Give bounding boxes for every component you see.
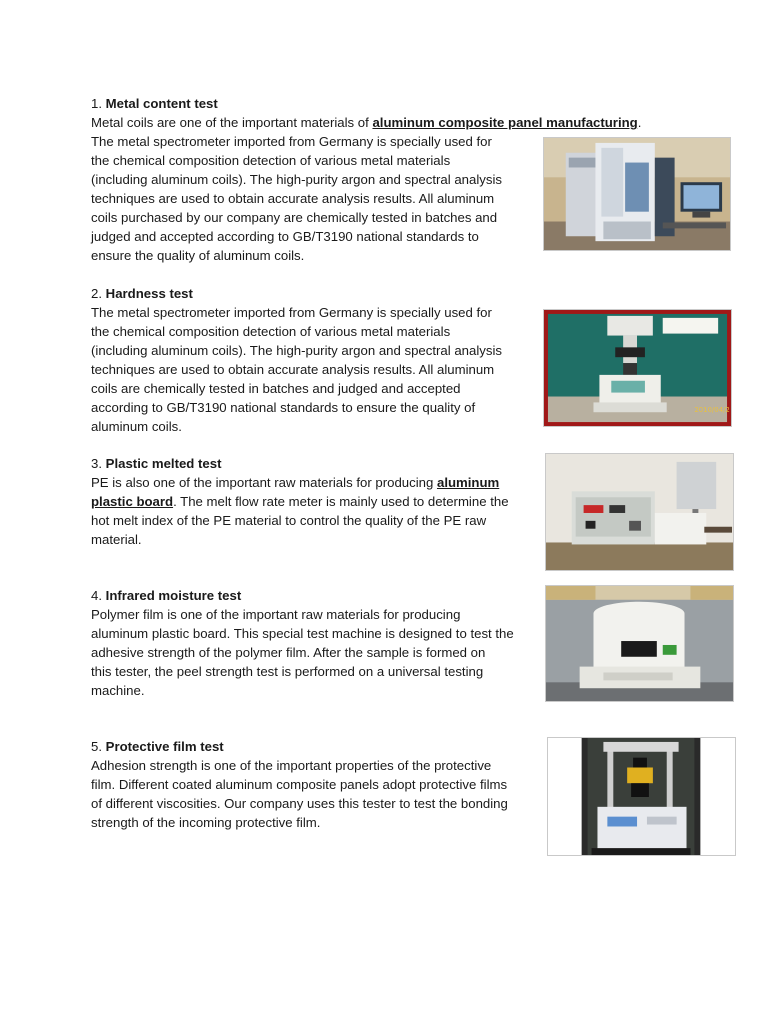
paragraph-line: adhesive strength of the polymer film. After the sample is formed on	[91, 645, 486, 660]
paragraph-line: film. Different coated aluminum composite panels adopt protective films	[91, 777, 508, 792]
paragraph-line: the chemical composition detection of various metal materials	[91, 153, 451, 168]
section-heading: 1. Metal content test	[91, 96, 218, 111]
paragraph-line: Adhesion strength is one of the important properties of the protective	[91, 758, 492, 773]
paragraph-line: material.	[91, 532, 142, 547]
aluminum-link[interactable]: aluminum	[436, 475, 500, 490]
paragraph-line: aluminum plastic board. This special test machine is designed to test the	[91, 626, 514, 641]
section-title: Metal content test	[105, 96, 218, 111]
paragraph-line: according to GB/T3190 national standards to ensure the quality of	[91, 400, 476, 415]
paragraph-line: hot melt index of the PE material to control the quality of the PE raw	[91, 513, 487, 528]
section-heading: 5. Protective film test	[91, 739, 224, 754]
paragraph-line: the chemical composition detection of various metal materials	[91, 324, 451, 339]
photo-date-stamp: 2010/04/2	[694, 406, 730, 415]
paragraph-line: judged and accepted according to GB/T3190 national standards to	[91, 229, 479, 244]
protective-film-tester-photo	[547, 737, 736, 856]
infrared-moisture-tester-photo	[545, 585, 734, 702]
plastic-board-link[interactable]: plastic board	[91, 494, 174, 509]
paragraph-line: The metal spectrometer imported from Germany is specially used for	[91, 134, 492, 149]
metal-spectrometer-photo	[543, 137, 731, 251]
paragraph-line: The metal spectrometer imported from Germany is specially used for	[91, 305, 492, 320]
paragraph-line: strength of the incoming protective film.	[91, 815, 321, 830]
paragraph-line: coils are chemically tested in batches and judged and accepted	[91, 381, 461, 396]
paragraph-line: this tester, the peel strength test is performed on a universal testing	[91, 664, 484, 679]
paragraph-line: PE is also one of the important raw materials for producing aluminum	[91, 475, 500, 490]
paragraph-line: Polymer film is one of the important raw materials for producing	[91, 607, 461, 622]
paragraph-line: aluminum coils.	[91, 419, 182, 434]
section-plastic-melted-test	[91, 454, 509, 549]
paragraph-line: coils purchased by our company are chemically tested in batches and	[91, 210, 498, 225]
paragraph-line: techniques are used to obtain accurate analysis results. All aluminum	[91, 191, 495, 206]
section-heading: 3. Plastic melted test	[91, 456, 222, 471]
hardness-tester-photo	[543, 309, 732, 427]
section-heading: 4. Infrared moisture test	[91, 588, 242, 603]
section-title: Hardness test	[105, 286, 193, 301]
section-protective-film-test	[91, 737, 508, 832]
aluminum-composite-panel-link[interactable]: aluminum composite panel manufacturing	[372, 115, 638, 130]
paragraph-line: (including aluminum coils). The high-purity argon and spectral analysis	[91, 343, 502, 358]
paragraph-line: ensure the quality of aluminum coils.	[91, 248, 305, 263]
paragraph-line: of different viscosities. Our company uses this tester to test the bonding	[91, 796, 508, 811]
paragraph-line: Metal coils are one of the important materials of aluminum composite panel manufacturing.	[91, 115, 642, 130]
section-infrared-moisture-test	[91, 586, 514, 700]
melt-flow-rate-meter-photo	[545, 453, 734, 571]
paragraph-line: machine.	[91, 683, 145, 698]
paragraph-line: techniques are used to obtain accurate analysis results. All aluminum	[91, 362, 495, 377]
section-hardness-test	[91, 284, 502, 436]
section-title: Protective film test	[105, 739, 224, 754]
section-title: Plastic melted test	[105, 456, 222, 471]
paragraph-line: plastic board. The melt flow rate meter is mainly used to determine the	[91, 494, 509, 509]
section-title: Infrared moisture test	[105, 588, 242, 603]
section-heading: 2. Hardness test	[91, 286, 193, 301]
paragraph-line: (including aluminum coils). The high-purity argon and spectral analysis	[91, 172, 502, 187]
